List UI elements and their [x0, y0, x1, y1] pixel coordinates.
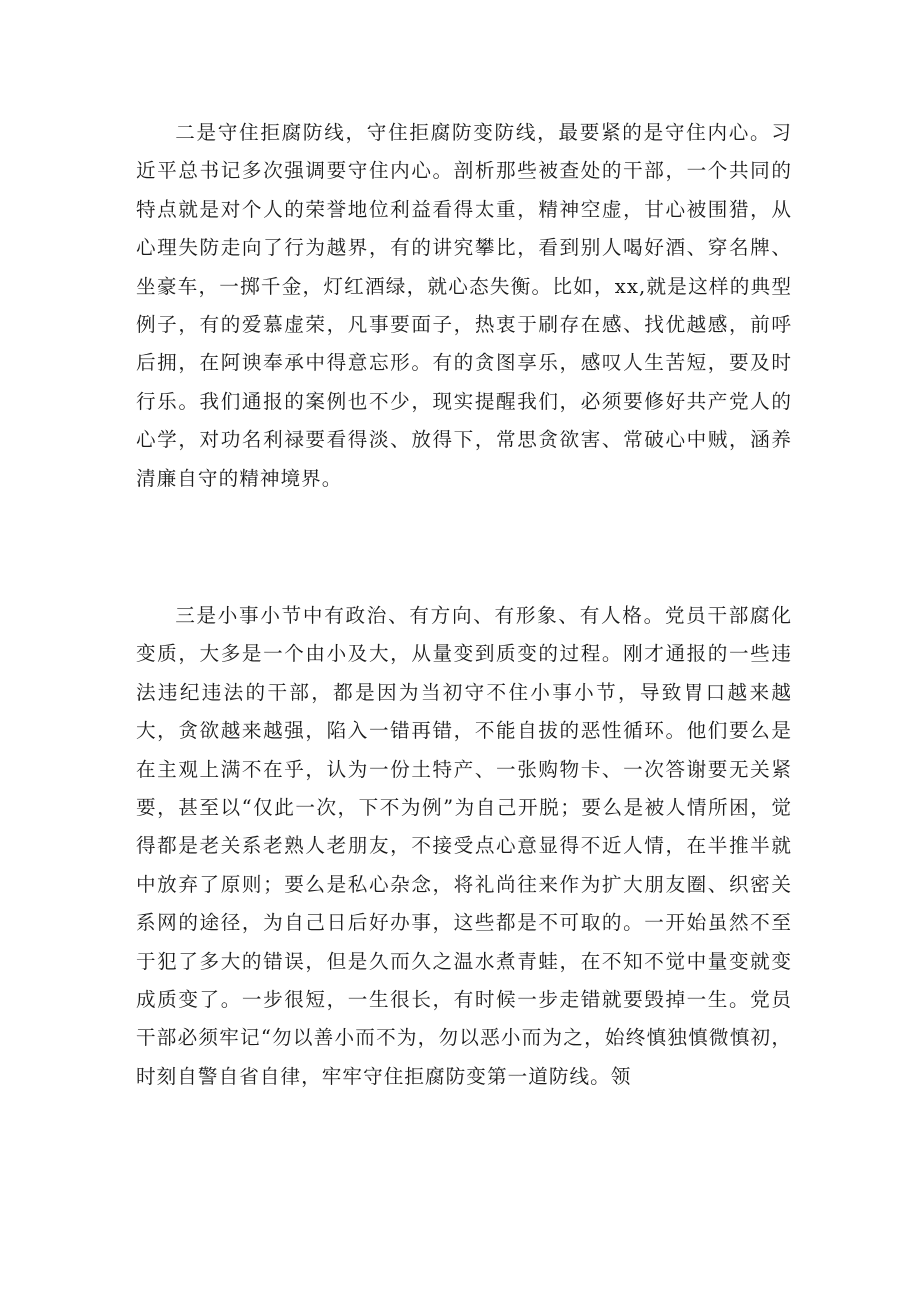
paragraph-guard-the-heart: 二是守住拒腐防线，守住拒腐防变防线，最要紧的是守住内心。习近平总书记多次强调要守住内心。剖析那些被查处的干部，一个共同的特点就是对个人的荣誉地位利益看得太重，精神空虚，甘心被围猎，从心理失防走向了行为越界，有的讲究攀比，看到别人喝好酒、穿名牌、坐豪车，一掷千金，灯红酒绿，就心态失衡。比如，xx,就是这样的典型例子，有的爱慕虚荣，凡事要面子，热衷于刷存在感、找优越感，前呼后拥，在阿谀奉承中得意忘形。有的贪图享乐，感叹人生苦短，要及时行乐。我们通报的案例也不少，现实提醒我们，必须要修好共产党人的心学，对功名利禄要看得淡、放得下，常思贪欲害、常破心中贼，涵养清廉自守的精神境界。	[136, 121, 792, 490]
paragraph-small-matters: 三是小事小节中有政治、有方向、有形象、有人格。党员干部腐化变质，大多是一个由小及大，从量变到质变的过程。刚才通报的一些违法违纪违法的干部，都是因为当初守不住小事小节，导致胃口越来越大，贪欲越来越强，陷入一错再错，不能自拔的恶性循环。他们要么是在主观上满不在乎，认为一份土特产、一张购物卡、一次答谢要无关紧要，甚至以“仅此一次，下不为例”为自己开脱；要么是被人情所困，觉得都是老关系老熟人老朋友，不接受点心意显得不近人情，在半推半就中放弃了原则；要么是私心杂念，将礼尚往来作为扩大朋友圈、织密关系网的途径，为自己日后好办事，这些都是不可取的。一开始虽然不至于犯了多大的错误，但是久而久之温水煮青蛙，在不知不觉中量变就变成质变了。一步很短，一生很长，有时候一步走错就要毁掉一生。党员干部必须牢记“勿以善小而不为，勿以恶小而为之，始终慎独慎微慎初，时刻自警自省自律，牢牢守住拒腐防变第一道防线。领	[136, 604, 792, 1088]
